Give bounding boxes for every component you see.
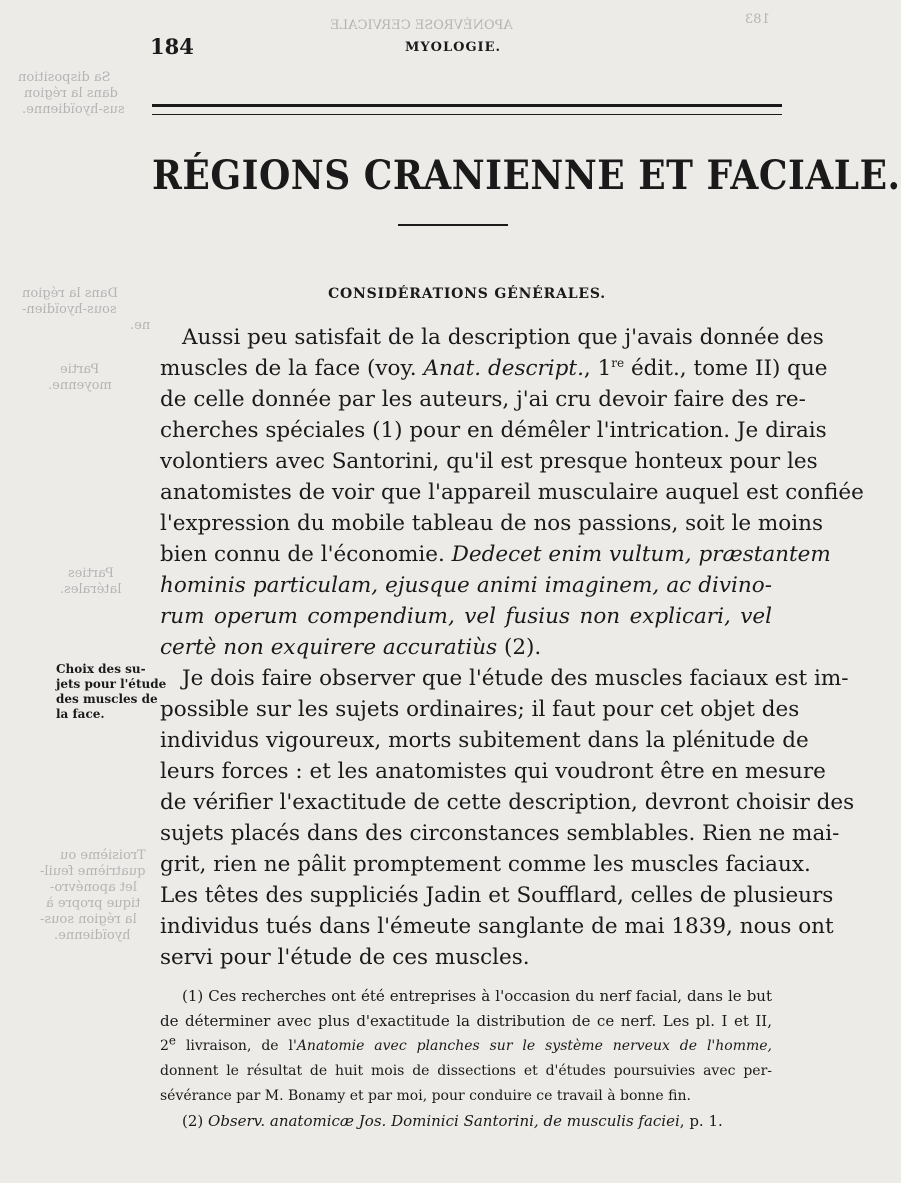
bleed-through-text: Parties [68, 566, 114, 581]
text-line: individus vigoureux, morts subitement dans la plénitude de [160, 728, 809, 753]
margin-note-line: jets pour l'étude [56, 677, 167, 691]
bleed-through-text: Partie [60, 362, 100, 377]
bleed-through-text: quatrième feuil- [40, 864, 146, 879]
text-line: grit, rien ne pâlit promptement comme les muscles faciaux. [160, 852, 811, 877]
bleed-through-text: 183 [745, 12, 770, 27]
running-head: MYOLOGIE. [405, 40, 502, 55]
paragraph-1 [160, 322, 864, 663]
margin-note-line: des muscles de [56, 692, 158, 706]
text-line: volontiers avec Santorini, qu'il est presque honteux pour les [160, 449, 818, 474]
bleed-through-text: latérales. [60, 582, 122, 597]
footnotes [160, 984, 772, 1134]
text-line: Aussi peu satisfait de la description que j'avais donnée des [182, 325, 824, 350]
footnote-line: sévérance par M. Bonamy et par moi, pour conduire ce travail à bonne fin. [160, 1088, 691, 1104]
text-line: leurs forces : et les anatomistes qui voudront être en mesure [160, 759, 826, 784]
text-line: l'expression du mobile tableau de nos passions, soit le moins [160, 511, 823, 536]
text-line: possible sur les sujets ordinaires; il faut pour cet objet des [160, 697, 800, 722]
bleed-through-text: dans la région [24, 86, 118, 101]
bleed-through-text: Sa disposition [18, 70, 111, 85]
text-line: de vérifier l'exactitude de cette description, devront choisir des [160, 790, 855, 815]
body-text [160, 322, 864, 973]
text-line: Je dois faire observer que l'étude des muscles faciaux est im- [182, 666, 849, 691]
text-line: Les têtes des suppliciés Jadin et Soufflard, celles de plusieurs [160, 883, 834, 908]
bleed-through-text: Dans la région [22, 286, 118, 301]
page-header [150, 34, 780, 60]
section-title: RÉGIONS CRANIENNE ET FACIALE. [152, 152, 901, 200]
bleed-through-text: ne. [130, 318, 151, 333]
footnote-line: 2e livraison, de l'Anatomie avec planches sur le système nerveux de l'homme, [160, 1033, 772, 1054]
text-line: de celle donnée par les auteurs, j'ai cru devoir faire des re- [160, 387, 806, 412]
text-line: muscles de la face (voy. Anat. descript., 1re édit., tome II) que [160, 355, 828, 381]
double-rule-divider [152, 104, 782, 115]
text-line: cherches spéciales (1) pour en démêler l'intrication. Je dirais [160, 418, 827, 443]
text-line: certè non exquirere accuratiùs (2). [160, 635, 542, 660]
text-line: bien connu de l'économie. Dedecet enim vultum, præstantem [160, 542, 831, 567]
paragraph-2 [160, 663, 855, 973]
bleed-through-text: sus-hyoïdienne. [22, 102, 125, 117]
footnote-line: de déterminer avec plus d'exactitude la distribution de ce nerf. Les pl. I et II, [160, 1012, 772, 1030]
text-line: hominis particulam, ejusque animi imaginem, ac divino- [160, 573, 772, 598]
text-line: sujets placés dans des circonstances semblables. Rien ne mai- [160, 821, 840, 846]
bleed-through-text: Troisième ou [60, 848, 146, 863]
subsection-title: CONSIDÉRATIONS GÉNÉRALES. [328, 286, 606, 302]
footnote-line: (2) Observ. anatomicæ Jos. Dominici Santorini, de musculis faciei, p. 1. [182, 1112, 723, 1130]
short-rule-divider [398, 224, 508, 226]
text-line: servi pour l'étude de ces muscles. [160, 945, 530, 970]
text-line: rum operum compendium, vel fusius non explicari, vel [160, 604, 772, 629]
bleed-through-text: sous-hyoïdien- [22, 302, 117, 317]
bleed-through-text: la région sous- [40, 912, 137, 927]
footnote-line: (1) Ces recherches ont été entreprises à l'occasion du nerf facial, dans le but [182, 987, 772, 1005]
bleed-through-text: let aponévro- [50, 880, 137, 895]
text-line: anatomistes de voir que l'appareil musculaire auquel est confiée [160, 480, 864, 505]
bleed-through-text: hyoïdienne. [54, 928, 131, 943]
footnote-1 [160, 984, 772, 1109]
footnote-2 [160, 1109, 772, 1134]
page-number: 184 [150, 34, 194, 59]
margin-note-line: Choix des su- [56, 662, 146, 676]
bleed-through-text: moyenne. [48, 378, 112, 393]
bleed-through-text: tique propre à [46, 896, 141, 911]
margin-note [56, 662, 167, 722]
margin-note-line: la face. [56, 707, 105, 721]
footnote-line: donnent le résultat de huit mois de dissections et d'études poursuivies avec per- [160, 1063, 772, 1079]
text-line: individus tués dans l'émeute sanglante de mai 1839, nous ont [160, 914, 834, 939]
bleed-through-text: APONÉVROSE CERVICALE [330, 18, 513, 33]
